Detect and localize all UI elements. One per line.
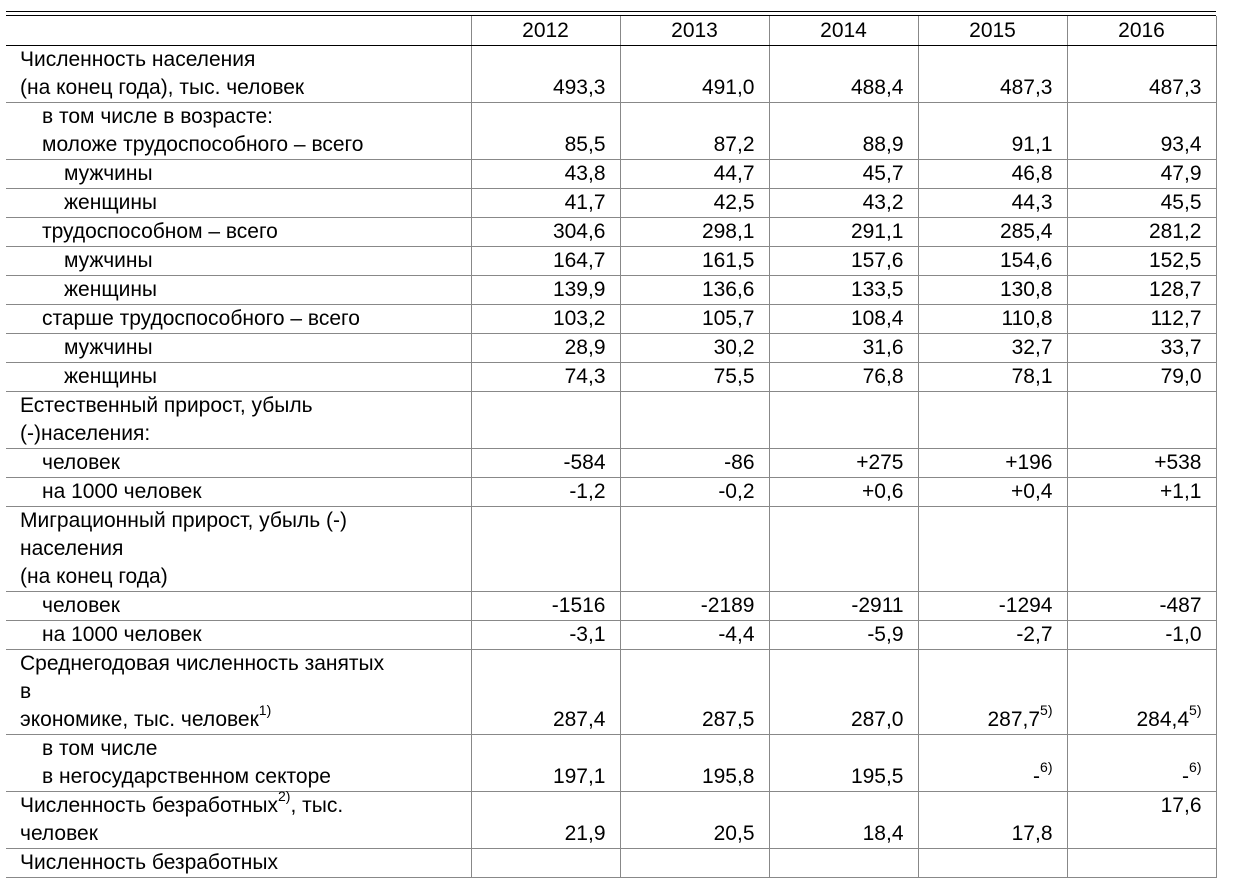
statistics-table xyxy=(6,16,1217,878)
value-text: 32,7 xyxy=(1011,336,1053,359)
value-cell xyxy=(769,334,918,363)
value-cell xyxy=(769,449,918,478)
value-cell xyxy=(918,160,1067,189)
value-text: -2911 xyxy=(851,594,904,617)
population-label-line xyxy=(20,74,469,102)
women-label-line xyxy=(64,189,469,217)
value-cell xyxy=(1067,363,1216,392)
men-label-text: мужчины xyxy=(64,336,153,359)
value-text: 154,6 xyxy=(999,249,1053,272)
value-text: 287,0 xyxy=(850,708,904,731)
value-cell xyxy=(1067,46,1216,103)
value-text: 76,8 xyxy=(862,365,904,388)
value-text: 136,6 xyxy=(701,278,755,301)
value-text: -1516 xyxy=(551,594,606,617)
value-text: 195,8 xyxy=(701,765,755,788)
natural-growth-label xyxy=(6,392,471,449)
unemployed-label-text: Численность безработных xyxy=(20,794,278,817)
value-text: - xyxy=(1033,765,1041,788)
working-total-label-text: трудоспособном – всего xyxy=(42,220,278,243)
per1000-label xyxy=(6,621,471,650)
persons-label-line xyxy=(42,449,469,477)
year-header-1: 2013 xyxy=(620,16,769,46)
value-text: 78,1 xyxy=(1011,365,1053,388)
value-text: 197,1 xyxy=(552,765,606,788)
year-header-3: 2015 xyxy=(918,16,1067,46)
natural-per1000-row xyxy=(6,478,1216,507)
population-row xyxy=(6,46,1216,103)
persons-label-text: человек xyxy=(42,451,120,474)
persons-label xyxy=(6,449,471,478)
statistics-table-container xyxy=(6,11,1216,878)
empty-cell xyxy=(769,507,918,592)
value-text: -4,4 xyxy=(718,623,755,646)
year-header-2: 2014 xyxy=(769,16,918,46)
value-cell xyxy=(769,478,918,507)
young-total-label-line xyxy=(42,131,469,159)
value-cell xyxy=(769,189,918,218)
value-cell xyxy=(620,247,769,276)
value-text: 287,7 xyxy=(987,708,1041,731)
value-text: 43,8 xyxy=(564,162,606,185)
persons-label-text: человек xyxy=(42,594,120,617)
value-text: 79,0 xyxy=(1160,365,1202,388)
working-total-label xyxy=(6,218,471,247)
men-label-text: мужчины xyxy=(64,249,153,272)
nongov-label-text: в том числе xyxy=(42,737,158,760)
employed-label-text: Среднегодовая численность занятых xyxy=(20,652,385,675)
value-text: 128,7 xyxy=(1148,278,1202,301)
value-cell xyxy=(769,792,918,849)
value-text: 41,7 xyxy=(564,191,606,214)
value-cell xyxy=(1067,189,1216,218)
nongov-label-line xyxy=(42,763,469,791)
older-total-label-line xyxy=(42,305,469,333)
value-cell xyxy=(769,160,918,189)
men-label-line xyxy=(64,247,469,275)
natural-growth-label-line xyxy=(20,420,469,448)
migration-label xyxy=(6,507,471,592)
value-cell xyxy=(918,735,1067,792)
value-text: +0,4 xyxy=(1011,480,1053,503)
value-text: -3,1 xyxy=(569,623,606,646)
employed-label-line xyxy=(20,650,469,678)
value-cell xyxy=(769,46,918,103)
empty-cell xyxy=(620,392,769,449)
value-text: 493,3 xyxy=(552,76,606,99)
value-cell xyxy=(918,621,1067,650)
value-cell xyxy=(769,247,918,276)
value-cell xyxy=(769,650,918,735)
nongov-label-text: в негосударственном секторе xyxy=(42,765,331,788)
older-men-row xyxy=(6,334,1216,363)
value-cell xyxy=(620,363,769,392)
value-text: - xyxy=(1182,765,1190,788)
value-cell xyxy=(620,189,769,218)
value-cell xyxy=(620,218,769,247)
value-text: -2,7 xyxy=(1016,623,1053,646)
value-cell xyxy=(918,218,1067,247)
value-text: 31,6 xyxy=(862,336,904,359)
value-cell xyxy=(1067,449,1216,478)
value-text: 42,5 xyxy=(713,191,755,214)
empty-cell xyxy=(1067,392,1216,449)
per1000-label-text: на 1000 человек xyxy=(42,623,202,646)
migration-label-text: Миграционный прирост, убыль (-) xyxy=(20,509,347,532)
value-text: +0,6 xyxy=(862,480,904,503)
value-cell xyxy=(1067,218,1216,247)
value-text: 75,5 xyxy=(713,365,755,388)
value-cell xyxy=(620,792,769,849)
value-cell xyxy=(918,792,1067,849)
value-text: 43,2 xyxy=(862,191,904,214)
value-cell xyxy=(471,247,620,276)
value-text: -86 xyxy=(724,451,755,474)
value-cell xyxy=(918,363,1067,392)
natural-growth-header-row xyxy=(6,392,1216,449)
value-text: 105,7 xyxy=(701,307,755,330)
employed-label xyxy=(6,650,471,735)
empty-cell xyxy=(620,507,769,592)
women-label-line xyxy=(64,363,469,391)
value-cell xyxy=(471,478,620,507)
value-cell xyxy=(471,103,620,160)
empty-cell xyxy=(918,507,1067,592)
value-cell xyxy=(1067,276,1216,305)
value-cell xyxy=(918,46,1067,103)
men-label xyxy=(6,247,471,276)
year-header-4: 2016 xyxy=(1067,16,1216,46)
footnote-marker: 6) xyxy=(1189,759,1202,775)
value-text: +275 xyxy=(856,451,904,474)
cut-off-row xyxy=(6,849,1216,878)
value-cell xyxy=(471,792,620,849)
value-text: 108,4 xyxy=(850,307,904,330)
value-cell xyxy=(1067,478,1216,507)
empty-cell xyxy=(1067,507,1216,592)
value-cell xyxy=(1067,592,1216,621)
population-label-line xyxy=(20,46,469,74)
value-text: +538 xyxy=(1154,451,1202,474)
value-text: 133,5 xyxy=(850,278,904,301)
value-text: 152,5 xyxy=(1148,249,1202,272)
young-total-label-text: в том числе в возрасте: xyxy=(42,105,273,128)
value-text: 103,2 xyxy=(552,307,606,330)
women-label xyxy=(6,189,471,218)
value-cell xyxy=(471,334,620,363)
working-total-label-line xyxy=(42,218,469,246)
population-label-text: Численность населения xyxy=(20,48,256,71)
natural-growth-label-text: (-)населения: xyxy=(20,422,151,445)
natural-persons-row xyxy=(6,449,1216,478)
men-label-line xyxy=(64,334,469,362)
value-cell xyxy=(918,592,1067,621)
value-text: 157,6 xyxy=(850,249,904,272)
value-cell xyxy=(1067,160,1216,189)
value-text: 33,7 xyxy=(1160,336,1202,359)
empty-cell xyxy=(620,849,769,878)
value-text: 17,8 xyxy=(1011,822,1053,845)
women-label-text: женщины xyxy=(64,278,158,301)
value-cell xyxy=(1067,247,1216,276)
migration-header-row xyxy=(6,507,1216,592)
value-cell xyxy=(918,103,1067,160)
value-text: 110,8 xyxy=(1001,307,1053,330)
migration-label-line xyxy=(20,563,469,591)
young-total-row xyxy=(6,103,1216,160)
migration-persons-row xyxy=(6,592,1216,621)
empty-cell xyxy=(471,849,620,878)
value-cell xyxy=(769,592,918,621)
value-text: 45,5 xyxy=(1160,191,1202,214)
older-total-label xyxy=(6,305,471,334)
working-total-row xyxy=(6,218,1216,247)
value-text: 74,3 xyxy=(564,365,606,388)
value-text: 487,3 xyxy=(999,76,1053,99)
footnote-marker: 1) xyxy=(258,702,272,718)
young-women-row xyxy=(6,189,1216,218)
value-text: +196 xyxy=(1005,451,1053,474)
value-text: 291,1 xyxy=(850,220,904,243)
women-label-text: женщины xyxy=(64,191,158,214)
value-text: 28,9 xyxy=(564,336,606,359)
employed-label-line xyxy=(20,678,469,706)
young-men-row xyxy=(6,160,1216,189)
value-text: 139,9 xyxy=(552,278,606,301)
value-text: 281,2 xyxy=(1148,220,1202,243)
women-label-text: женщины xyxy=(64,365,158,388)
older-total-row xyxy=(6,305,1216,334)
value-text: +1,1 xyxy=(1160,480,1202,503)
unemployed-label-line xyxy=(20,820,469,848)
nongov-row xyxy=(6,735,1216,792)
working-men-row xyxy=(6,247,1216,276)
natural-growth-label-text: Естественный прирост, убыль xyxy=(20,394,313,417)
unemployed-row xyxy=(6,792,1216,849)
value-cell xyxy=(918,247,1067,276)
value-cell xyxy=(1067,792,1216,849)
value-cell xyxy=(918,305,1067,334)
empty-cell xyxy=(918,392,1067,449)
value-text: 488,4 xyxy=(850,76,904,99)
value-cell xyxy=(471,363,620,392)
men-label-text: мужчины xyxy=(64,162,153,185)
persons-label xyxy=(6,592,471,621)
value-cell xyxy=(918,478,1067,507)
value-text: 195,5 xyxy=(850,765,904,788)
value-text: -2189 xyxy=(700,594,755,617)
empty-cell xyxy=(471,392,620,449)
unemployed-label xyxy=(6,788,471,849)
migration-per1000-row xyxy=(6,621,1216,650)
value-text: 88,9 xyxy=(862,133,904,156)
value-text: 45,7 xyxy=(862,162,904,185)
women-label xyxy=(6,363,471,392)
value-cell xyxy=(471,735,620,792)
value-text: 47,9 xyxy=(1160,162,1202,185)
value-cell xyxy=(620,46,769,103)
value-text: 487,3 xyxy=(1148,76,1202,99)
value-cell xyxy=(1067,305,1216,334)
value-text: 287,4 xyxy=(552,708,606,731)
empty-cell xyxy=(769,392,918,449)
value-cell xyxy=(471,189,620,218)
value-cell xyxy=(471,305,620,334)
footnote-marker: 2) xyxy=(277,788,291,804)
footnote-marker: 5) xyxy=(1189,702,1202,718)
migration-label-text: (на конец года) xyxy=(20,565,168,588)
older-women-row xyxy=(6,363,1216,392)
population-label xyxy=(6,46,471,103)
value-cell xyxy=(620,276,769,305)
nongov-label-line xyxy=(42,735,469,763)
young-total-label-text: моложе трудоспособного – всего xyxy=(42,133,364,156)
value-cell xyxy=(471,46,620,103)
footnote-marker: 6) xyxy=(1040,759,1053,775)
value-cell xyxy=(918,334,1067,363)
value-text: -487 xyxy=(1159,594,1202,617)
value-cell xyxy=(620,650,769,735)
value-text: -1294 xyxy=(998,594,1053,617)
persons-label-line xyxy=(42,592,469,620)
value-text: 87,2 xyxy=(713,133,755,156)
value-text: 285,4 xyxy=(999,220,1053,243)
value-cell xyxy=(1067,103,1216,160)
population-label-text: (на конец года), тыс. человек xyxy=(20,76,305,99)
per1000-label-text: на 1000 человек xyxy=(42,480,202,503)
value-cell xyxy=(918,650,1067,735)
migration-label-text: населения xyxy=(20,537,124,560)
employed-label-text: в xyxy=(20,680,32,703)
cut-off-label-line xyxy=(20,849,469,877)
value-cell xyxy=(620,305,769,334)
value-text: 130,8 xyxy=(999,278,1053,301)
value-text: 30,2 xyxy=(713,336,755,359)
older-total-label-text: старше трудоспособного – всего xyxy=(42,307,360,330)
value-cell xyxy=(769,621,918,650)
value-cell xyxy=(769,305,918,334)
value-text: 164,7 xyxy=(552,249,606,272)
employed-label-line xyxy=(20,702,469,734)
nongov-label xyxy=(6,735,471,792)
value-cell xyxy=(1067,334,1216,363)
per1000-label xyxy=(6,478,471,507)
value-cell xyxy=(769,103,918,160)
value-cell xyxy=(620,449,769,478)
value-cell xyxy=(1067,650,1216,735)
young-total-label-line xyxy=(42,103,469,131)
unemployed-label-text-tail: , тыс. xyxy=(290,794,344,817)
employed-row xyxy=(6,650,1216,735)
value-cell xyxy=(620,334,769,363)
unemployed-label-line xyxy=(20,788,469,820)
per1000-label-line xyxy=(42,478,469,506)
value-text: -0,2 xyxy=(718,480,755,503)
value-cell xyxy=(471,160,620,189)
value-cell xyxy=(769,735,918,792)
value-text: 491,0 xyxy=(701,76,755,99)
value-cell xyxy=(471,218,620,247)
year-header-0: 2012 xyxy=(471,16,620,46)
value-text: -1,0 xyxy=(1165,623,1202,646)
footnote-marker: 5) xyxy=(1040,702,1053,718)
value-text: 44,7 xyxy=(713,162,755,185)
women-label xyxy=(6,276,471,305)
value-text: 18,4 xyxy=(862,822,904,845)
cut-off-label-text: Численность безработных xyxy=(20,851,278,874)
cut-off-label xyxy=(6,849,471,878)
value-text: 284,4 xyxy=(1136,708,1190,731)
value-text: 21,9 xyxy=(564,822,606,845)
value-cell xyxy=(620,621,769,650)
men-label xyxy=(6,334,471,363)
value-cell xyxy=(471,592,620,621)
empty-cell xyxy=(1067,849,1216,878)
migration-label-line xyxy=(20,507,469,535)
value-text: 298,1 xyxy=(701,220,755,243)
value-cell xyxy=(620,735,769,792)
value-text: 93,4 xyxy=(1160,133,1202,156)
value-text: 161,5 xyxy=(701,249,755,272)
value-cell xyxy=(1067,735,1216,792)
value-cell xyxy=(918,189,1067,218)
value-text: 112,7 xyxy=(1150,307,1202,330)
value-cell xyxy=(769,218,918,247)
value-text: -584 xyxy=(563,451,606,474)
value-cell xyxy=(471,650,620,735)
unemployed-label-text: человек xyxy=(20,822,98,845)
value-text: 91,1 xyxy=(1011,133,1053,156)
value-cell xyxy=(769,276,918,305)
young-total-label xyxy=(6,103,471,160)
value-text: 46,8 xyxy=(1011,162,1053,185)
per1000-label-line xyxy=(42,621,469,649)
natural-growth-label-line xyxy=(20,392,469,420)
value-cell xyxy=(918,276,1067,305)
header-row xyxy=(6,16,1216,46)
migration-label-line xyxy=(20,535,469,563)
value-text: 287,5 xyxy=(701,708,755,731)
value-cell xyxy=(620,592,769,621)
women-label-line xyxy=(64,276,469,304)
value-cell xyxy=(620,160,769,189)
value-cell xyxy=(471,621,620,650)
value-cell xyxy=(769,363,918,392)
value-cell xyxy=(620,103,769,160)
header-corner-cell xyxy=(6,16,471,46)
value-cell xyxy=(471,449,620,478)
value-cell xyxy=(1067,621,1216,650)
men-label-line xyxy=(64,160,469,188)
value-text: 85,5 xyxy=(564,133,606,156)
value-text: -5,9 xyxy=(867,623,904,646)
value-cell xyxy=(918,449,1067,478)
value-text: 20,5 xyxy=(713,822,755,845)
men-label xyxy=(6,160,471,189)
employed-label-text: экономике, тыс. человек xyxy=(20,708,259,731)
empty-cell xyxy=(769,849,918,878)
value-text: -1,2 xyxy=(569,480,606,503)
working-women-row xyxy=(6,276,1216,305)
empty-cell xyxy=(918,849,1067,878)
value-cell xyxy=(620,478,769,507)
empty-cell xyxy=(471,507,620,592)
value-text: 17,6 xyxy=(1160,794,1202,817)
value-cell xyxy=(471,276,620,305)
value-text: 304,6 xyxy=(552,220,606,243)
value-text: 44,3 xyxy=(1011,191,1053,214)
